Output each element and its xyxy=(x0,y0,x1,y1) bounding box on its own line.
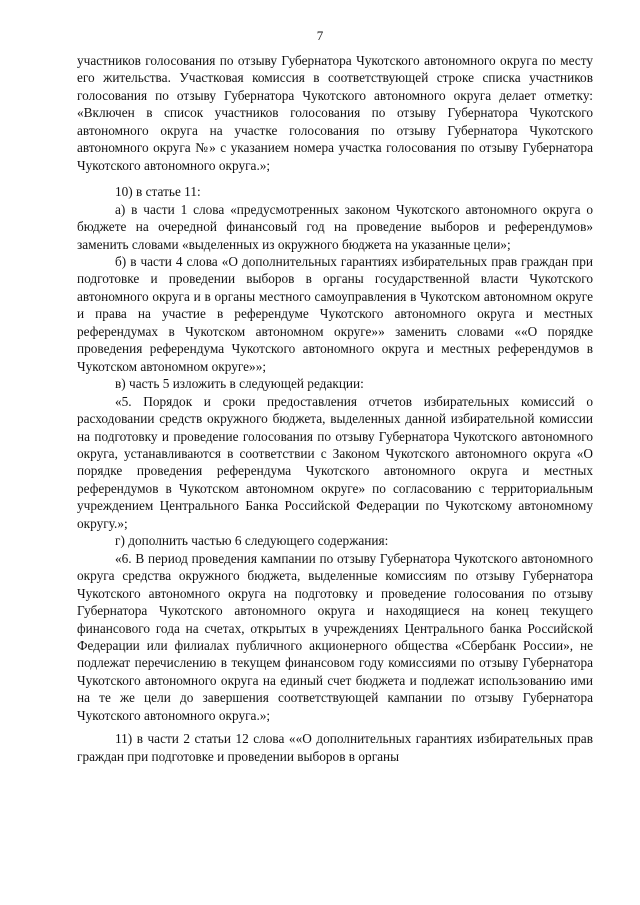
paragraph-continuation: участников голосования по отзыву Губернатора Чукотского автономного округа по месту его жительства. Участковая комиссия в соответствующей строке списка участников голосования по отзыву Губернатора Чукотского автономного округа делает отметку: «Включен в список участников голосования по отзыву Губернатора Чукотского автономного округа на участке голосования по отзыву Губернатора Чукотского автономного округа №» с указанием номера участка голосования по отзыву Губернатора Чукотского автономного округа.»; xyxy=(77,53,593,173)
paragraph-item-10-b: б) в части 4 слова «О дополнительных гарантиях избирательных прав граждан при подготовке и проведении выборов в органы государственной власти Чукотского автономного округа и в органы местного самоуправления в Чукотском автономном округе и права на участие в референдуме Чукотского автономного округа и местных референдумах в Чукотском автономном округе»» заменить словами ««О порядке проведения референдума Чукотского автономного округа и местных референдумов в Чукотском автономном округе»»; xyxy=(77,253,593,374)
paragraph-item-10-g-text: «6. В период проведения кампании по отзыву Губернатора Чукотского автономного округа средства окружного бюджета, выделенные комиссиям по отзыву Губернатора Чукотского автономного округа на подготовку и проведение голосования по отзыву Губернатора Чукотского автономного округа и находящиеся на конец текущего финансового года на счетах, открытых в учреждениях Центрального банка Российской Федерации или филиалах публичного акционерного общества «Сбербанк России», не подлежат перечислению в текущем финансовом году комиссиями по отзыву Губернатора Чукотского автономного округа на единый счет бюджета и подлежат использованию ими на те же цели до завершения соответствующей кампании по отзыву Губернатора Чукотского автономного округа.»; xyxy=(77,550,593,723)
paragraph-item-10: 10) в статье 11: xyxy=(115,184,201,200)
paragraph-item-10-a: а) в части 1 слова «предусмотренных законом Чукотского автономного округа о бюджете на очередной финансовый год на проведение выборов и референдумов» заменить словами «выделенных из окружного бюджета на указанные цели»; xyxy=(77,201,593,252)
paragraph-item-10-g: г) дополнить частью 6 следующего содержания: xyxy=(115,533,389,549)
paragraph-item-10-v: в) часть 5 изложить в следующей редакции: xyxy=(115,376,364,392)
paragraph-item-11: 11) в части 2 статьи 12 слова ««О дополнительных гарантиях избирательных прав граждан при подготовке и проведении выборов в органы xyxy=(77,731,593,764)
document-body xyxy=(77,52,593,765)
paragraph-item-10-v-text: «5. Порядок и сроки предоставления отчетов избирательных комиссий о расходовании средств окружного бюджета, выделенных данной избирательной комиссии на подготовку и проведение голосования по отзыву Губернатора Чукотского автономного округа, устанавливаются в соответствии с Законом Чукотского автономного округа «О порядке проведения референдума Чукотского автономного округа и местных референдумов в Чукотском автономном округе» по согласованию с территориальным учреждением Центрального Банка Российской Федерации по Чукотскому автономному округу.»; xyxy=(77,393,593,531)
page-number: 7 xyxy=(316,28,324,43)
